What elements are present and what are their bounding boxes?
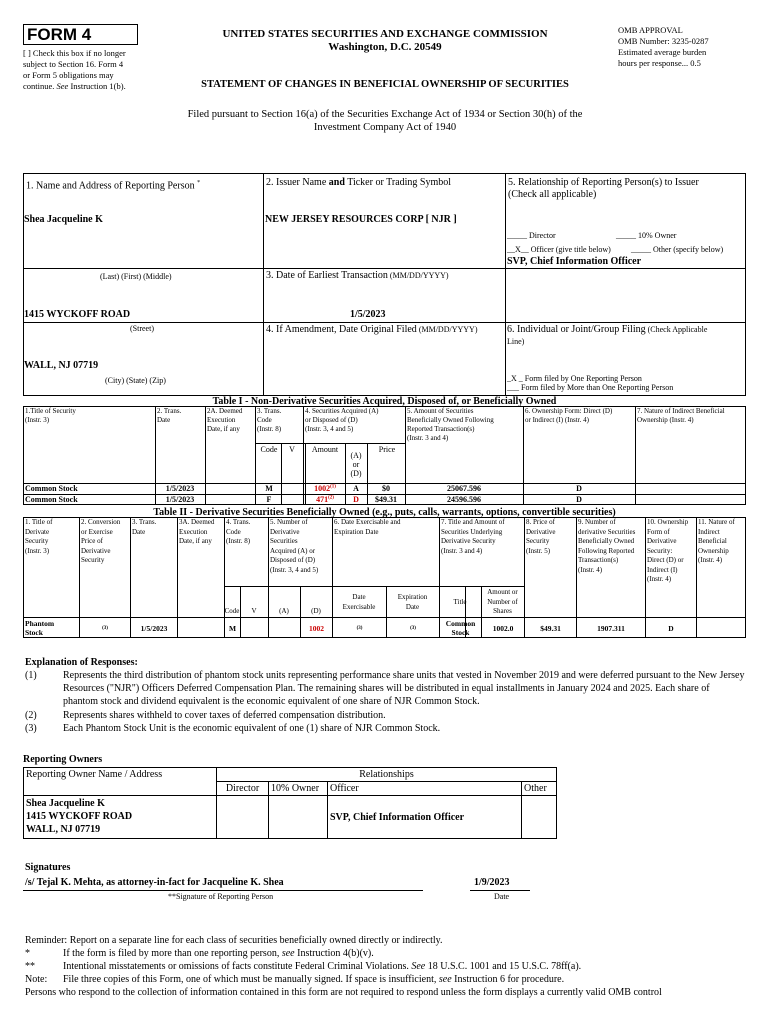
signature-line xyxy=(23,890,423,891)
divider xyxy=(576,517,577,638)
divider xyxy=(255,443,405,444)
row-title: Common Stock xyxy=(25,484,78,493)
reporting-city: WALL, NJ 07719 xyxy=(24,360,99,371)
t2-sub-exercisable: Date Exercisable xyxy=(342,593,376,611)
row-form: D xyxy=(576,495,582,504)
divider xyxy=(205,406,206,505)
explanation-num: (1) xyxy=(25,670,37,681)
t2-sub-title: Title xyxy=(453,598,467,606)
owners-heading: Reporting Owners xyxy=(23,754,103,765)
t2-sub-v: V xyxy=(251,607,257,615)
table1-header: 4. Securities Acquired (A) or Disposed of (D) (Instr. 3, 4 and 5) xyxy=(305,407,379,433)
amount-value: 471 xyxy=(316,495,329,504)
omb-line: OMB APPROVAL xyxy=(618,25,683,35)
table2-header: 4. Trans. Code (Instr. 8) xyxy=(226,518,251,545)
divider xyxy=(303,406,304,505)
owners-col-name: Reporting Owner Name / Address xyxy=(24,768,217,796)
explanation-num: (2) xyxy=(25,710,37,721)
city-label: (City) (State) (Zip) xyxy=(105,376,166,385)
filed-line: Investment Company Act of 1940 xyxy=(313,122,457,133)
divider xyxy=(505,173,506,396)
row-amount xyxy=(305,495,345,504)
divider xyxy=(23,322,506,323)
name-parts-label: (Last) (First) (Middle) xyxy=(100,272,172,281)
footnote-note: Note: File three copies of this Form, one of which must be manually signed. If space is insufficient, see Instruction 6 for procedure. xyxy=(25,974,565,985)
earliest-date: 1/5/2023 xyxy=(350,309,386,320)
explanation-item xyxy=(25,722,745,735)
t2-row-price: $49.31 xyxy=(540,624,561,633)
table1-header: 2. Trans. Date xyxy=(157,407,182,424)
reporting-name: Shea Jacqueline K xyxy=(24,214,103,225)
divider xyxy=(23,617,746,618)
table2-header: 11. Nature of Indirect Beneficial Ownership (Instr. 4) xyxy=(698,518,735,564)
row-code: M xyxy=(265,484,273,493)
row-date: 1/5/2023 xyxy=(165,484,195,493)
table2-header: 8. Price of Derivative Security (Instr. 5) xyxy=(526,518,556,555)
amount-value: 1002 xyxy=(314,484,331,493)
owner-name: Shea Jacqueline K xyxy=(26,798,105,809)
issuer-name: NEW JERSEY RESOURCES CORP [ NJR ] xyxy=(265,214,457,225)
table1-header: 3. Trans. Code (Instr. 8) xyxy=(257,407,282,433)
row-form: D xyxy=(576,484,582,493)
owner-address-cell xyxy=(24,796,217,839)
table1-header: 5. Amount of Securities Beneficially Owned Following Reported Transaction(s) (Instr. 3 and 4) xyxy=(407,407,494,442)
t2-row-d: 1002 xyxy=(309,624,324,633)
table2-header: 2. Conversion or Exercise Price of Derivative Security xyxy=(81,518,121,564)
divider xyxy=(224,586,524,587)
filed-line: Filed pursuant to Section 16(a) of the Securities Exchange Act of 1934 or Section 30(h) of the xyxy=(187,109,583,120)
table2-header: 5. Number of Derivative Securities Acquired (A) or Disposed of (D) (Instr. 3, 4 and 5) xyxy=(270,518,319,574)
omb-line: OMB Number: 3235-0287 xyxy=(618,36,709,46)
explanation-text: Each Phantom Stock Unit is the economic equivalent of one (1) share of NJR Common Stock. xyxy=(63,723,441,734)
street-label: (Street) xyxy=(130,324,154,333)
t2-row-expiration: (3) xyxy=(410,626,416,631)
divider xyxy=(79,517,80,638)
box5-label: 5. Relationship of Reporting Person(s) to Issuer (Check all applicable) xyxy=(508,177,699,200)
checkbox-note-line: subject to Section 16. Form 4 xyxy=(23,59,124,69)
agency-location: Washington, D.C. 20549 xyxy=(328,41,442,53)
table1-title: Table I - Non-Derivative Securities Acquired, Disposed of, or Beneficially Owned xyxy=(212,396,557,407)
owner-street: 1415 WYCKOFF ROAD xyxy=(26,811,133,822)
row-owned: 24596.596 xyxy=(447,495,481,504)
t2-row-und_title: Common Stock xyxy=(445,619,476,637)
signatures-heading: Signatures xyxy=(25,862,71,873)
other-check[interactable]: _____ Other (specify below) xyxy=(631,245,724,254)
omb-line: Estimated average burden xyxy=(618,47,707,57)
footnote-double-star: ** Intentional misstatements or omissions of facts constitute Federal Criminal Violations. See 18 U.S.C. 1001 and 15 U.S.C. 78ff(a). xyxy=(25,961,582,972)
divider xyxy=(645,517,646,638)
t2-row-owned: 1907.311 xyxy=(597,624,625,633)
t2-row-exercisable: (3) xyxy=(356,626,363,631)
reminder: Reminder: Report on a separate line for each class of securities beneficially owned directly or indirectly. xyxy=(25,935,443,946)
t2-row-und_amount: 1002.0 xyxy=(492,624,514,633)
form-title: FORM 4 xyxy=(23,24,138,45)
t2-row-conversion: (3) xyxy=(102,626,108,631)
officer-title: SVP, Chief Information Officer xyxy=(507,256,642,267)
divider xyxy=(23,268,506,269)
explanation-text: Represents the third distribution of phantom stock units representing performance share units that vested in November 2019 and were deferred pursuant to the New Jersey Resources ("NJR") Officers Deferred Compensation Plan. The remaining shares will be distributed in equal installments in January 2024 and 2025. Each share of phantom stock and dividend equivalent is the economic equivalent of one share of NJR Common Stock. xyxy=(63,670,745,707)
checkbox-note xyxy=(23,48,153,92)
divider xyxy=(255,406,256,505)
row-owned: 25067.596 xyxy=(447,484,481,493)
ten-pct-check[interactable]: _____ 10% Owner xyxy=(616,231,677,240)
amount-footnote: (1) xyxy=(330,484,336,490)
box4-label: 4. If Amendment, Date Original Filed (MM/DD/YYYY) xyxy=(266,324,478,335)
owners-col-ten: 10% Owner xyxy=(269,782,328,796)
agency-name: UNITED STATES SECURITIES AND EXCHANGE COMMISSION xyxy=(222,28,548,40)
divider xyxy=(505,268,746,269)
explanation-text: Represents shares withheld to cover taxes of deferred compensation distribution. xyxy=(63,710,386,721)
table2-title: Table II - Derivative Securities Beneficially Owned (e.g., puts, calls, warrants, options, convertible securities) xyxy=(153,507,616,518)
signature-date: 1/9/2023 xyxy=(474,877,510,888)
t2-row-date: 1/5/2023 xyxy=(140,624,168,633)
table2-header: 9. Number of derivative Securities Beneficially Owned Following Reported Transaction(s) (Instr. 4) xyxy=(578,518,636,574)
owner-city: WALL, NJ 07719 xyxy=(26,824,101,835)
reporting-grid xyxy=(23,173,746,396)
box2-label: 2. Issuer Name and Ticker or Trading Symbol xyxy=(266,177,452,188)
divider xyxy=(696,517,697,638)
t2-sub-amount: Amount or Number of Shares xyxy=(487,588,518,615)
t2-sub-code: Code xyxy=(224,607,240,615)
row-aord: A xyxy=(353,484,359,493)
date-label: Date xyxy=(494,892,510,901)
owners-col-officer: Officer xyxy=(328,782,522,796)
table2-header: 1. Title of Derivate Security (Instr. 3) xyxy=(25,518,53,555)
box1-label: 1. Name and Address of Reporting Person * xyxy=(26,180,201,192)
date-line xyxy=(470,890,530,891)
divider xyxy=(177,517,178,638)
table2-header: 3A. Deemed Execution Date, if any xyxy=(179,518,215,545)
owners-col-director: Director xyxy=(217,782,269,796)
t2-row-title: Phantom Stock xyxy=(25,619,55,637)
t2-sub-expiration: Expiration Date xyxy=(397,593,428,611)
owners-col-other: Other xyxy=(522,782,557,796)
box3-label: 3. Date of Earliest Transaction (MM/DD/YYYY) xyxy=(266,270,449,281)
table1-header: 7. Nature of Indirect Beneficial Ownership (Instr. 4) xyxy=(637,407,725,424)
signature-label: **Signature of Reporting Person xyxy=(168,892,274,901)
divider xyxy=(130,517,131,638)
divider xyxy=(332,517,333,638)
owner-director-cell xyxy=(217,796,269,839)
t2-row-code: M xyxy=(228,624,237,633)
persons-notice: Persons who respond to the collection of information contained in this form are not required to respond unless the form displays a currently valid OMB control xyxy=(25,987,662,998)
divider xyxy=(439,517,440,638)
footnote-star: * If the form is filed by more than one reporting person, see Instruction 4(b)(v). xyxy=(25,948,374,959)
signer: /s/ Tejal K. Mehta, as attorney-in-fact for Jacqueline K. Shea xyxy=(25,877,284,888)
t1-sub-code: Code xyxy=(260,445,278,454)
table2-header: 6. Date Exercisable and Expiration Date xyxy=(334,518,401,536)
omb-approval xyxy=(618,25,758,69)
table2-header: 7. Title and Amount of Securities Underlying Derivative Security (Instr. 3 and 4) xyxy=(441,518,505,555)
owner-other-cell xyxy=(522,796,557,839)
divider xyxy=(505,322,746,323)
footer xyxy=(25,934,747,999)
row-aord: D xyxy=(353,495,359,504)
owner-ten-cell xyxy=(269,796,328,839)
t2-row-form: D xyxy=(668,624,674,633)
explanation-item xyxy=(25,709,745,722)
reporting-street: 1415 WYCKOFF ROAD xyxy=(24,309,131,320)
row-code: F xyxy=(266,495,272,504)
row-price: $49.31 xyxy=(375,495,397,504)
statement-title: STATEMENT OF CHANGES IN BENEFICIAL OWNERSHIP OF SECURITIES xyxy=(201,79,569,90)
amount-footnote: (2) xyxy=(328,495,334,501)
filing-more-check[interactable]: ___ Form filed by More than One Reporting Person xyxy=(507,383,674,392)
row-price: $0 xyxy=(382,484,390,493)
t1-sub-amount: Amount xyxy=(311,445,339,454)
explanation-item xyxy=(25,669,745,708)
row-title: Common Stock xyxy=(25,495,78,504)
table2-header: 10. Ownership Form of Derivative Security: Direct (D) or Indirect (I) (Instr. 4) xyxy=(647,518,689,583)
owners-table xyxy=(23,767,557,839)
director-check[interactable]: _____ Director xyxy=(507,231,556,240)
table2-header: 3. Trans. Date xyxy=(132,518,157,536)
divider xyxy=(224,517,225,638)
agency-header xyxy=(190,28,580,54)
row-amount xyxy=(305,484,345,493)
owner-officer-cell: SVP, Chief Information Officer xyxy=(328,796,522,839)
filing-one-check[interactable]: _X _ Form filed by One Reporting Person xyxy=(507,374,642,383)
table1-header: 6. Ownership Form: Direct (D) or Indirect (I) (Instr. 4) xyxy=(525,407,613,424)
owners-col-rel: Relationships xyxy=(217,768,557,782)
table1-header: 2A. Deemed Execution Date, if any xyxy=(207,407,243,433)
box6-label: 6. Individual or Joint/Group Filing (Check Applicable Line) xyxy=(507,324,708,346)
t2-sub-d: (D) xyxy=(311,607,321,615)
explanation-num: (3) xyxy=(25,723,37,734)
table1-header: 1.Title of Security (Instr. 3) xyxy=(25,407,76,424)
divider xyxy=(524,517,525,638)
t1-sub-v: V xyxy=(289,445,295,454)
checkbox-note-line: [ ] Check this box if no longer xyxy=(23,48,126,58)
filed-pursuant xyxy=(140,108,630,134)
officer-check[interactable]: __X__ Officer (give title below) xyxy=(507,245,611,254)
t1-sub-aord: (A) or (D) xyxy=(350,451,362,478)
t2-sub-a: (A) xyxy=(279,607,289,615)
row-date: 1/5/2023 xyxy=(165,495,195,504)
divider xyxy=(635,406,636,505)
explanation-heading: Explanation of Responses: xyxy=(25,657,138,668)
t1-sub-price: Price xyxy=(378,445,396,454)
omb-line: hours per response... 0.5 xyxy=(618,58,701,68)
checkbox-note-line: or Form 5 obligations may xyxy=(23,70,114,80)
divider xyxy=(263,173,264,396)
checkbox-note-line: continue. See Instruction 1(b). xyxy=(23,81,126,91)
